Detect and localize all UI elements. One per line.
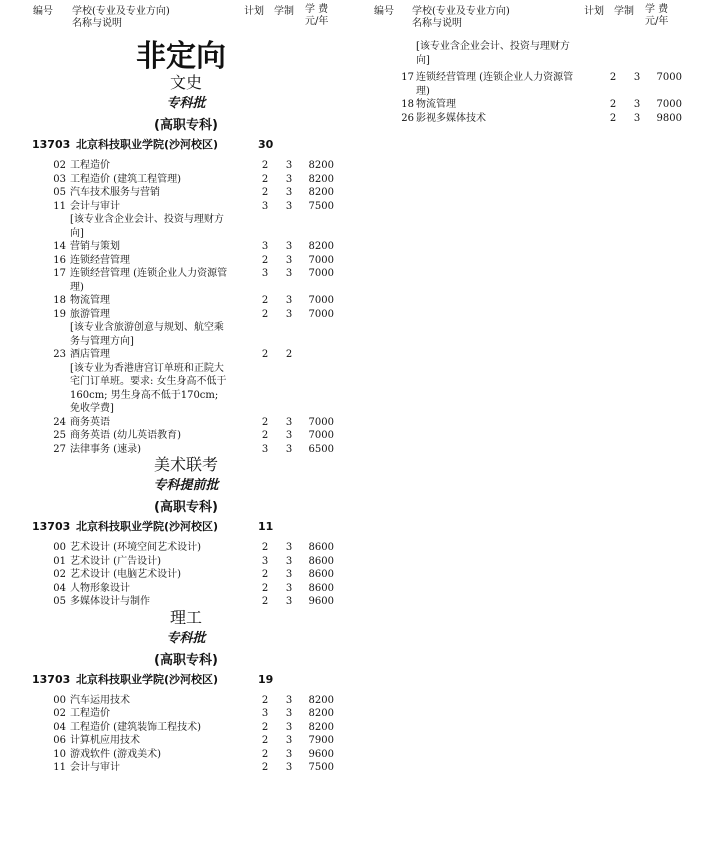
header-school-line1: 学校(专业及专业方向) [412,6,510,17]
program-code: 02 [53,708,66,719]
program-plan: 2 [609,112,617,124]
program-name: 计算机应用技术 [70,735,140,746]
program-code: 17 [401,72,414,83]
program-plan: 2 [609,72,617,83]
program-plan: 2 [261,748,269,760]
program-fee: 8200 [308,173,334,185]
program-fee: 7000 [308,254,334,266]
program-years: 3 [285,254,293,266]
program-note: [该专业含企业会计、投资与理财方向] [416,41,570,66]
program-row [364,71,706,98]
program-plan: 2 [261,349,269,360]
school-code: 13703 [32,520,71,533]
program-code: 18 [401,99,414,110]
program-row [0,595,352,609]
program-row [0,240,352,254]
program-years: 3 [633,99,641,110]
program-row [0,267,352,294]
program-fee: 7000 [308,416,334,428]
program-code: 19 [53,308,66,320]
program-plan: 2 [261,254,269,266]
program-row [364,98,706,112]
program-name: 工程造价 [70,160,110,171]
program-years: 3 [285,308,293,320]
program-note: [该专业为香港唐宫订单班和正院大宅门订单班。要求: 女生身高不低于160cm; 男生身高不低于170cm; 免收学费] [70,362,227,414]
category-title: 理工 [169,607,202,627]
school-name: 北京科技职业学院(沙河校区) [76,672,219,686]
header-fee-line1: 学 费 [645,4,669,15]
category-title: 美术联考 [153,455,218,474]
program-code: 00 [53,694,66,706]
program-code: 03 [53,173,66,185]
program-name: 影视多媒体技术 [416,112,486,124]
program-list [0,541,352,609]
program-row [0,200,352,241]
header-school-line2: 名称与说明 [412,18,462,29]
program-years: 3 [285,569,293,580]
batch-title: 专科提前批 [153,478,219,493]
table-header [0,0,352,36]
program-row [0,173,352,187]
program-name: 艺术设计 (环境空间艺术设计) [70,542,201,553]
program-note: [该专业含旅游创意与规划、航空乘务与管理方向] [70,322,224,347]
program-fee: 6500 [308,443,334,455]
program-name: 物流管理 [416,99,456,110]
program-code: 05 [53,187,66,198]
header-fee-line2: 元/年 [305,16,329,27]
program-fee: 8600 [308,555,334,567]
header-school-line2: 名称与说明 [72,18,122,29]
program-code: 00 [53,542,66,553]
right-column [364,0,706,125]
program-code: 02 [53,160,66,171]
header-years: 学制 [274,6,294,17]
program-fee: 9800 [656,112,682,124]
program-fee: 7000 [308,295,334,306]
school-code: 13703 [32,672,71,686]
program-years: 3 [285,735,293,746]
program-row [0,443,352,457]
program-fee: 7900 [308,735,334,746]
category-title: 文史 [169,73,202,92]
program-plan: 2 [261,762,269,773]
program-code: 11 [53,762,66,773]
program-code: 25 [53,430,66,441]
program-plan: 3 [261,268,269,279]
program-fee: 7500 [308,200,334,212]
program-plan: 2 [261,416,269,428]
program-fee: 9600 [308,596,334,607]
program-fee: 7000 [656,99,682,110]
program-plan: 2 [261,694,269,706]
header-school-line1: 学校(专业及专业方向) [72,6,170,17]
program-code: 14 [53,241,66,252]
program-fee: 7000 [656,72,682,83]
program-row [0,186,352,200]
program-row [364,112,706,126]
program-row [0,568,352,582]
program-row [0,721,352,735]
program-name: 人物形象设计 [70,582,130,594]
program-fee: 8600 [308,582,334,594]
program-fee: 8200 [308,160,334,171]
program-code: 04 [53,582,66,594]
program-name: 艺术设计 (电脑艺术设计) [70,569,181,580]
school-plan: 30 [258,138,274,151]
school-name: 北京科技职业学院(沙河校区) [76,138,219,151]
level-title: (高职专科) [154,500,218,515]
program-code: 02 [53,569,66,580]
program-plan: 2 [261,173,269,185]
program-plan: 2 [261,187,269,198]
program-name: 连锁经营管理 [70,254,130,266]
program-name: 商务英语 (幼儿英语教育) [70,430,181,441]
school-row [0,520,352,533]
program-fee: 7000 [308,308,334,320]
program-name: 连锁经营管理 (连锁企业人力资源管理) [70,268,228,293]
level-title: (高职专科) [154,652,218,668]
program-name: 艺术设计 (广告设计) [70,555,161,567]
sections-container [0,74,352,775]
program-fee: 8200 [308,241,334,252]
program-years: 3 [285,694,293,706]
school-plan: 19 [258,672,274,686]
header-plan: 计划 [244,6,264,17]
program-years: 3 [285,721,293,733]
program-plan: 2 [261,721,269,733]
program-years: 3 [285,173,293,185]
program-name: 汽车技术服务与营销 [70,187,160,198]
school-name: 北京科技职业学院(沙河校区) [76,520,219,533]
program-row [0,555,352,569]
program-name: 游戏软件 (游戏美术) [70,748,161,760]
program-name: 会计与审计 [70,762,120,773]
program-plan: 2 [261,430,269,441]
program-fee: 7000 [308,268,334,279]
program-plan: 2 [261,569,269,580]
program-years: 3 [285,708,293,719]
program-years: 3 [285,160,293,171]
program-plan: 2 [609,99,617,110]
program-row [0,308,352,349]
header-code: 编号 [374,6,394,17]
school-code: 13703 [32,138,71,151]
program-plan: 3 [261,241,269,252]
program-code: 16 [53,254,66,266]
program-years: 3 [285,416,293,428]
batch-title: 专科批 [166,630,206,646]
program-row [0,582,352,596]
program-row [0,761,352,775]
program-plan: 2 [261,735,269,746]
program-name: 多媒体设计与制作 [70,596,150,607]
program-row [0,748,352,762]
section-block [0,456,352,609]
program-fee: 8200 [308,694,334,706]
program-years: 3 [285,295,293,306]
program-code: 06 [53,735,66,746]
continued-note-row [364,40,706,67]
header-code: 编号 [33,6,53,17]
program-code: 24 [53,416,66,428]
main-title: 非定向 [136,39,226,74]
program-plan: 2 [261,542,269,553]
program-code: 01 [53,555,66,567]
program-fee: 8200 [308,187,334,198]
header-fee-line2: 元/年 [645,16,669,27]
program-fee: 8600 [308,569,334,580]
program-name: 物流管理 [70,295,110,306]
program-row [0,734,352,748]
program-years: 2 [285,349,293,360]
program-code: 10 [53,748,66,760]
program-code: 26 [401,112,414,124]
program-fee: 9600 [308,748,334,760]
program-plan: 3 [261,708,269,719]
program-row [0,694,352,708]
program-row [0,159,352,173]
program-name: 法律事务 (速录) [70,443,141,455]
right-rows-container [364,71,706,125]
program-code: 04 [53,721,66,733]
program-note: [该专业含企业会计、投资与理财方向] [70,214,224,239]
program-row [0,348,352,416]
program-years: 3 [285,748,293,760]
program-plan: 3 [261,555,269,567]
program-years: 3 [285,555,293,567]
program-years: 3 [285,582,293,594]
program-plan: 2 [261,582,269,594]
program-row [0,429,352,443]
program-plan: 3 [261,443,269,455]
program-years: 3 [285,200,293,212]
program-row [0,254,352,268]
program-name: 酒店管理 [70,349,110,360]
program-plan: 2 [261,308,269,320]
program-fee: 7500 [308,762,334,773]
section-block [0,74,352,456]
program-code: 05 [53,596,66,607]
program-years: 3 [633,72,641,83]
program-code: 27 [53,443,66,455]
section-block [0,609,352,775]
program-years: 3 [633,112,641,124]
program-name: 营销与策划 [70,241,120,252]
program-list [0,159,352,456]
program-years: 3 [285,542,293,553]
program-code: 17 [53,268,66,279]
program-fee: 7000 [308,430,334,441]
program-name: 商务英语 [70,416,110,428]
header-fee-line1: 学 费 [305,4,329,15]
program-plan: 3 [261,200,269,212]
program-fee: 8600 [308,542,334,553]
program-plan: 2 [261,160,269,171]
program-years: 3 [285,241,293,252]
program-fee: 8200 [308,721,334,733]
program-name: 汽车运用技术 [70,694,130,706]
program-plan: 2 [261,295,269,306]
level-title: (高职专科) [154,118,218,133]
program-years: 3 [285,430,293,441]
table-header-right [364,0,706,36]
school-plan: 11 [258,520,274,533]
school-row [0,673,352,686]
program-name: 会计与审计 [70,200,120,212]
program-years: 3 [285,187,293,198]
batch-title: 专科批 [166,96,206,111]
program-years: 3 [285,268,293,279]
program-name: 连锁经营管理 (连锁企业人力资源管理) [416,72,574,97]
program-years: 3 [285,443,293,455]
program-years: 3 [285,762,293,773]
program-code: 23 [53,349,66,360]
program-name: 旅游管理 [70,308,110,320]
program-plan: 2 [261,596,269,607]
program-name: 工程造价 [70,708,110,719]
program-code: 11 [53,200,66,212]
program-row [0,416,352,430]
program-row [0,541,352,555]
header-years: 学制 [614,6,634,17]
header-plan: 计划 [584,6,604,17]
program-name: 工程造价 (建筑工程管理) [70,173,181,185]
program-list [0,694,352,775]
program-code: 18 [53,295,66,306]
school-row [0,138,352,151]
program-years: 3 [285,596,293,607]
program-name: 工程造价 (建筑装饰工程技术) [70,721,201,733]
program-row [0,294,352,308]
program-row [0,707,352,721]
program-fee: 8200 [308,708,334,719]
left-column [0,0,352,775]
